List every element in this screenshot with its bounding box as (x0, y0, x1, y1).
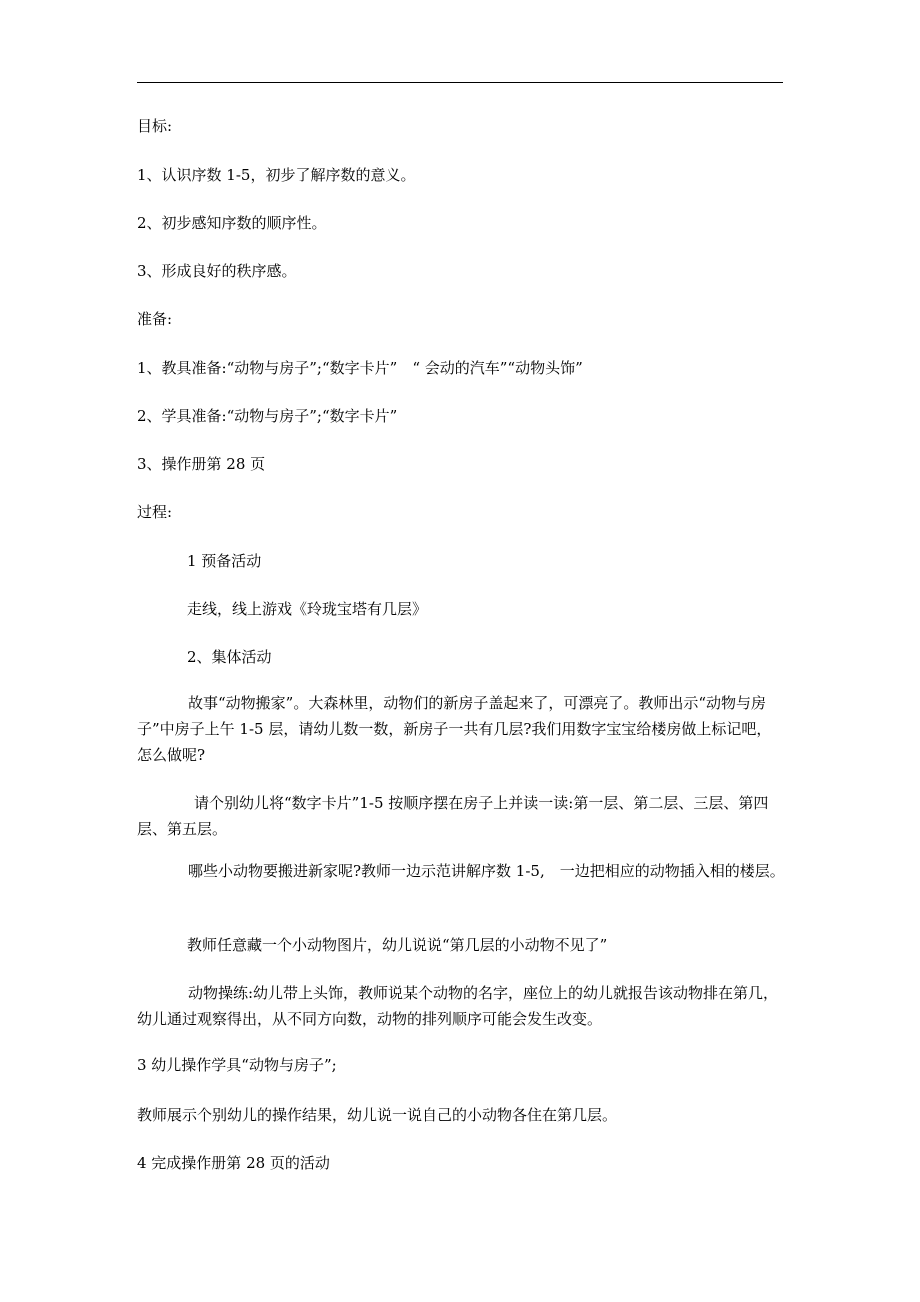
goal-item-2: 2、初步感知序数的顺序性。 (137, 214, 327, 232)
goal-item-1: 1、认识序数 1-5，初步了解序数的意义。 (137, 166, 416, 184)
cards-paragraph: 请个别幼儿将“数字卡片”1-5 按顺序摆在房子上并读一读:第一层、第二层、三层、第四层、第五层。 (137, 794, 769, 838)
goal-heading: 目标: (137, 117, 173, 135)
prep-heading: 准备: (137, 310, 173, 328)
step4-title: 4 完成操作册第 28 页的活动 (137, 1154, 330, 1172)
step3-title: 3 幼儿操作学具“动物与房子”; (137, 1056, 337, 1074)
drill-paragraph: 动物操练:幼儿带上头饰，教师说某个动物的名字，座位上的幼儿就报告该动物排在第几，幼儿通过观察得出，从不同方向数，动物的排列顺序可能会发生改变。 (137, 984, 779, 1028)
story-paragraph: 故事“动物搬家”。大森林里，动物们的新房子盖起来了，可漂亮了。教师出示“动物与房子”中房子上午 1-5 层，请幼儿数一数，新房子一共有几层?我们用数字宝宝给楼房做上标记吧，怎么做呢? (137, 694, 772, 764)
animals-paragraph: 哪些小动物要搬进新家呢?教师一边示范讲解序数 1-5, 一边把相应的动物插入相的楼层。 (188, 862, 785, 880)
prep-item-3: 3、操作册第 28 页 (137, 455, 266, 473)
prep-item-2: 2、学具准备:“动物与房子”;“数字卡片” (137, 407, 398, 425)
prep-item-1: 1、教具准备:“动物与房子”;“数字卡片” “ 会动的汽车”“动物头饰” (137, 359, 583, 377)
step1-text: 走线，线上游戏《玲珑宝塔有几层》 (187, 600, 428, 618)
header-rule (137, 82, 783, 83)
goal-item-3: 3、形成良好的秩序感。 (137, 262, 297, 280)
step3-text: 教师展示个别幼儿的操作结果，幼儿说一说自己的小动物各住在第几层。 (137, 1106, 618, 1124)
step1-title: 1 预备活动 (187, 552, 262, 570)
process-heading: 过程: (137, 503, 173, 521)
hide-paragraph: 教师任意藏一个小动物图片，幼儿说说“第几层的小动物不见了” (187, 936, 608, 954)
step2-title: 2、集体活动 (187, 648, 272, 666)
